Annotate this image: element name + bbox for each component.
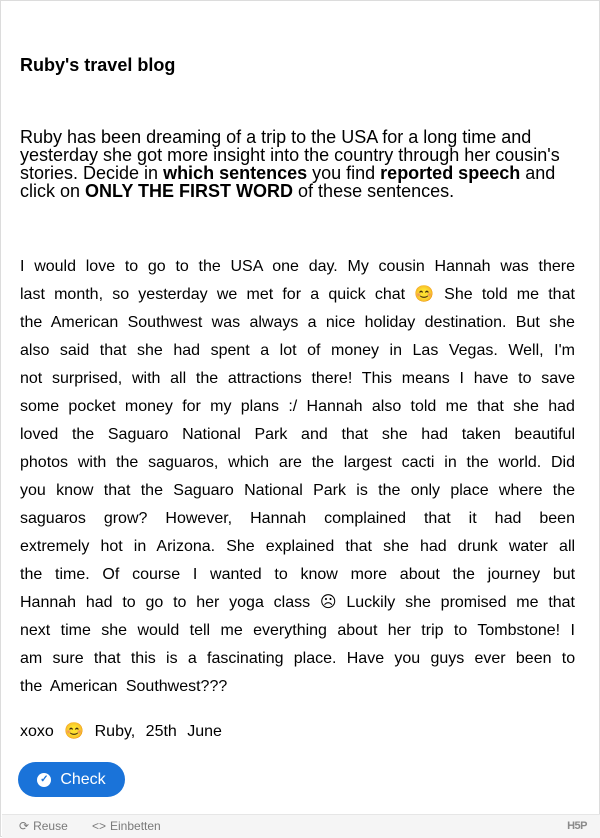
story-word[interactable]: me	[445, 398, 468, 415]
story-word[interactable]: Of	[102, 566, 120, 583]
story-word[interactable]: that	[341, 426, 369, 443]
story-word[interactable]: had	[419, 538, 447, 555]
story-word[interactable]: saguaros	[20, 510, 86, 527]
story-word[interactable]: ever	[474, 650, 506, 667]
story-word[interactable]: Hannah	[20, 594, 77, 611]
story-word[interactable]: was	[500, 258, 529, 275]
story-word[interactable]: go	[145, 594, 164, 611]
story-word[interactable]: was	[211, 314, 241, 331]
story-word[interactable]: loved	[20, 426, 59, 443]
story-word[interactable]: the	[116, 454, 139, 471]
story-word[interactable]: everything	[253, 622, 327, 639]
story-word[interactable]: she	[549, 314, 575, 331]
story-word[interactable]: a	[187, 650, 197, 667]
story-word[interactable]: she	[383, 538, 409, 555]
story-word[interactable]: she	[101, 622, 128, 639]
story-word[interactable]: the	[552, 482, 576, 499]
story-word[interactable]: place.	[293, 650, 337, 667]
signature: xoxo 😊 Ruby, 25th June	[20, 723, 222, 740]
story-word[interactable]: ☹	[319, 594, 337, 611]
code-icon: <>	[92, 819, 107, 833]
story-word[interactable]: wanted	[210, 566, 262, 583]
story-word[interactable]: the	[20, 314, 43, 331]
story-word[interactable]: surprised,	[51, 370, 123, 387]
story-word[interactable]: know	[300, 566, 338, 583]
story-word[interactable]: would	[34, 258, 76, 275]
story-word[interactable]: all	[170, 370, 187, 387]
story-word[interactable]: American	[50, 314, 119, 331]
story-word[interactable]: would	[137, 622, 180, 639]
story-word[interactable]: that	[548, 286, 575, 303]
story-word[interactable]: that	[103, 482, 131, 499]
story-word[interactable]: the	[198, 258, 221, 275]
story-word[interactable]: a	[307, 314, 317, 331]
story-word[interactable]: Arizona.	[156, 538, 216, 555]
story-word[interactable]: the	[378, 482, 401, 499]
story-word[interactable]: had	[85, 594, 113, 611]
story-word[interactable]: She	[444, 286, 473, 303]
story-word[interactable]: my	[210, 398, 232, 415]
story-word[interactable]: cacti	[401, 454, 435, 471]
intro-bold-2: reported speech	[380, 163, 521, 183]
story-word[interactable]: month,	[54, 286, 104, 303]
story-word[interactable]: that	[477, 398, 504, 415]
story-word[interactable]: in	[444, 454, 457, 471]
story-word[interactable]: that	[99, 342, 127, 359]
story-word[interactable]: had	[421, 426, 448, 443]
story-word[interactable]: me	[516, 286, 540, 303]
story-word[interactable]: Park	[254, 426, 288, 443]
story-word[interactable]: :/	[288, 398, 298, 415]
story-word[interactable]: Hannah	[434, 258, 491, 275]
story-word[interactable]: with	[77, 454, 107, 471]
story-word[interactable]: this	[130, 650, 156, 667]
story-word[interactable]: class	[273, 594, 311, 611]
story-word[interactable]: tell	[189, 622, 211, 639]
story-word[interactable]: Las	[412, 342, 439, 359]
story-word[interactable]: save	[541, 370, 576, 387]
story-word[interactable]: about	[399, 566, 440, 583]
story-word[interactable]: she	[405, 594, 431, 611]
story-word[interactable]: place	[450, 482, 489, 499]
story-word[interactable]: promised	[440, 594, 507, 611]
story-word[interactable]: one	[272, 258, 299, 275]
reuse-link[interactable]	[19, 819, 68, 833]
story-word[interactable]: time.	[55, 566, 90, 583]
story-word[interactable]: American	[49, 678, 118, 695]
story-word[interactable]: that	[93, 650, 121, 667]
story-word[interactable]: Saguaro	[107, 426, 169, 443]
story-word[interactable]: she	[513, 398, 539, 415]
story-word[interactable]: her	[387, 622, 411, 639]
story-word[interactable]: National	[244, 482, 303, 499]
story-word[interactable]: a	[310, 286, 320, 303]
story-word[interactable]: quick	[328, 286, 366, 303]
story-word[interactable]: not	[20, 370, 43, 387]
check-circle-icon: ✓	[37, 773, 51, 787]
story-word[interactable]: we	[216, 286, 238, 303]
story-word[interactable]: water	[508, 538, 548, 555]
story-word[interactable]: in	[133, 538, 147, 555]
story-word[interactable]: saguaros,	[148, 454, 219, 471]
story-word[interactable]: Tombstone!	[477, 622, 561, 639]
story-word[interactable]: to	[561, 650, 576, 667]
story-word[interactable]: photos	[20, 454, 69, 471]
story-word[interactable]: only	[410, 482, 441, 499]
story-word[interactable]: means	[401, 370, 450, 387]
story-word[interactable]: where	[498, 482, 543, 499]
story-word[interactable]: am	[20, 650, 43, 667]
story-word[interactable]: Did	[551, 454, 576, 471]
intro-bold-3: ONLY THE FIRST WORD	[85, 181, 294, 201]
story-word[interactable]: but	[552, 566, 576, 583]
story-word[interactable]: time	[60, 622, 91, 639]
story-word[interactable]: to	[518, 370, 532, 387]
story-word[interactable]: guys	[430, 650, 465, 667]
story-word[interactable]: drunk	[457, 538, 498, 555]
story-word[interactable]: and	[301, 426, 328, 443]
story-word[interactable]: which	[228, 454, 270, 471]
story-word[interactable]: Southwest	[127, 314, 203, 331]
story-word[interactable]: also	[20, 342, 50, 359]
story-word[interactable]: so	[112, 286, 130, 303]
story-word[interactable]: USA	[230, 258, 263, 275]
story-word[interactable]: She	[226, 538, 255, 555]
intro-bold-1: which sentences	[163, 163, 308, 183]
story-word[interactable]: spent	[210, 342, 250, 359]
story-word[interactable]: lot	[279, 342, 297, 359]
story-word[interactable]: I'm	[554, 342, 575, 359]
story-word[interactable]: Park	[313, 482, 346, 499]
story-word[interactable]: Southwest???	[125, 678, 228, 695]
story-word[interactable]: for	[282, 286, 302, 303]
story-word[interactable]: it	[468, 510, 477, 527]
story-word[interactable]: However,	[165, 510, 233, 527]
story-word[interactable]: beautiful	[514, 426, 576, 443]
story-word[interactable]: day.	[308, 258, 338, 275]
story-word[interactable]: always	[249, 314, 299, 331]
intro-text-3: and click on	[20, 163, 556, 201]
story-word[interactable]: love	[85, 258, 116, 275]
check-button[interactable]	[18, 762, 125, 797]
story-word[interactable]: next	[20, 622, 51, 639]
story-word[interactable]: that	[548, 594, 575, 611]
story-word[interactable]: more	[350, 566, 388, 583]
story-word[interactable]: a	[260, 342, 270, 359]
reuse-icon: ⟳	[19, 819, 30, 833]
story-word[interactable]: I	[459, 370, 464, 387]
embed-link[interactable]	[92, 819, 161, 833]
story-word[interactable]: with	[131, 370, 161, 387]
story-word[interactable]: you	[394, 650, 421, 667]
story-word[interactable]: holiday	[364, 314, 416, 331]
story-word[interactable]: is	[356, 482, 368, 499]
story-word[interactable]: nice	[325, 314, 356, 331]
footer-bar	[2, 814, 600, 838]
story-word[interactable]: grow?	[103, 510, 148, 527]
story-word[interactable]: she	[381, 426, 408, 443]
story-word[interactable]: chat	[374, 286, 406, 303]
story-word[interactable]: last	[20, 286, 45, 303]
h5p-logo[interactable]: H5P	[567, 820, 587, 832]
story-word[interactable]: been	[539, 510, 575, 527]
story-word[interactable]: the	[452, 566, 475, 583]
story-word[interactable]: to	[173, 594, 187, 611]
story-word[interactable]: me	[516, 594, 539, 611]
story-word[interactable]: had	[494, 510, 522, 527]
story-word[interactable]: This	[361, 370, 393, 387]
story-word[interactable]: destination.	[424, 314, 507, 331]
check-button-label: Check	[60, 770, 106, 788]
story-word[interactable]: the	[195, 370, 219, 387]
story-word[interactable]: the	[20, 566, 43, 583]
story-word[interactable]: hot	[100, 538, 123, 555]
story-word[interactable]: money	[124, 398, 173, 415]
story-word[interactable]: the	[71, 426, 95, 443]
story-word[interactable]: about	[337, 622, 378, 639]
story-word[interactable]: for	[182, 398, 201, 415]
story-word[interactable]: But	[515, 314, 540, 331]
story-word[interactable]: explained	[265, 538, 335, 555]
story-word[interactable]: had	[548, 398, 575, 415]
embed-label: Einbetten	[110, 819, 161, 833]
story-word[interactable]: Saguaro	[173, 482, 234, 499]
story-word[interactable]: Well,	[508, 342, 544, 359]
story-word[interactable]: the	[466, 454, 489, 471]
story-word[interactable]: met	[246, 286, 274, 303]
story-word[interactable]: all	[559, 538, 576, 555]
story-word[interactable]: in	[389, 342, 402, 359]
story-word[interactable]: to	[453, 622, 468, 639]
story-word[interactable]: complained	[324, 510, 406, 527]
story-word[interactable]: Vegas.	[448, 342, 498, 359]
story-word[interactable]: money	[330, 342, 380, 359]
story-word[interactable]: course	[132, 566, 181, 583]
story-word[interactable]: the	[140, 482, 163, 499]
story-word[interactable]: her	[196, 594, 220, 611]
story-word[interactable]: I	[192, 566, 198, 583]
story-word[interactable]: world.	[498, 454, 542, 471]
story-word[interactable]: also	[371, 398, 402, 415]
story-word[interactable]: 😊	[414, 286, 435, 303]
story-word[interactable]: had	[173, 342, 201, 359]
story-word[interactable]: to	[175, 258, 189, 275]
story-word[interactable]: journey	[487, 566, 541, 583]
story-word[interactable]: said	[59, 342, 90, 359]
story-word[interactable]: sure	[52, 650, 84, 667]
story-word[interactable]: to	[274, 566, 288, 583]
story-word[interactable]: trip	[421, 622, 444, 639]
story-word[interactable]: Have	[346, 650, 385, 667]
story-word[interactable]: taken	[461, 426, 501, 443]
story-word[interactable]: I	[20, 258, 25, 275]
story-word[interactable]: My	[347, 258, 369, 275]
story-word[interactable]: pocket	[68, 398, 116, 415]
story-word[interactable]: is	[166, 650, 178, 667]
story-word[interactable]: you	[20, 482, 46, 499]
story-word[interactable]: there!	[311, 370, 353, 387]
story-word[interactable]: know	[56, 482, 94, 499]
story-word[interactable]: yoga	[229, 594, 264, 611]
reuse-label: Reuse	[33, 819, 68, 833]
story-word[interactable]: fascinating	[207, 650, 284, 667]
story-word[interactable]: some	[20, 398, 60, 415]
story-word[interactable]: to	[122, 594, 136, 611]
story-word[interactable]: told	[481, 286, 508, 303]
story-word[interactable]: are	[278, 454, 302, 471]
story-word[interactable]: have	[473, 370, 509, 387]
story-word[interactable]: that	[423, 510, 451, 527]
story-word[interactable]: told	[410, 398, 437, 415]
story-word[interactable]: extremely	[20, 538, 90, 555]
task-instructions	[20, 128, 580, 200]
story-word[interactable]: Luckily	[346, 594, 396, 611]
story-word[interactable]: plans	[240, 398, 280, 415]
story-word[interactable]: largest	[343, 454, 392, 471]
story-word[interactable]: she	[137, 342, 163, 359]
intro-text-2: you find	[307, 163, 381, 183]
story-word[interactable]: cousin	[378, 258, 425, 275]
intro-text-1: Ruby has been dreaming of a trip to the USA for a long time and yesterday she got more insight into the country through her cousin's stories. Decide in	[20, 127, 560, 183]
story-word[interactable]: I	[570, 622, 575, 639]
story-word[interactable]: to	[124, 258, 139, 275]
story-word[interactable]: of	[307, 342, 321, 359]
story-word[interactable]: yesterday	[138, 286, 208, 303]
page-title: Ruby's travel blog	[20, 55, 176, 75]
story-word[interactable]: me	[220, 622, 243, 639]
story-word[interactable]: the	[311, 454, 334, 471]
story-word[interactable]: go	[147, 258, 166, 275]
story-word[interactable]: attractions	[227, 370, 302, 387]
story-word[interactable]: Hannah	[250, 510, 307, 527]
story-word[interactable]: there	[538, 258, 575, 275]
story-word[interactable]: Hannah	[306, 398, 363, 415]
story-word[interactable]: National	[182, 426, 241, 443]
intro-text-4: of these sentences.	[293, 181, 455, 201]
story-word[interactable]: that	[345, 538, 372, 555]
blog-story	[20, 253, 575, 701]
story-word[interactable]: been	[515, 650, 552, 667]
story-word[interactable]: the	[20, 678, 43, 695]
